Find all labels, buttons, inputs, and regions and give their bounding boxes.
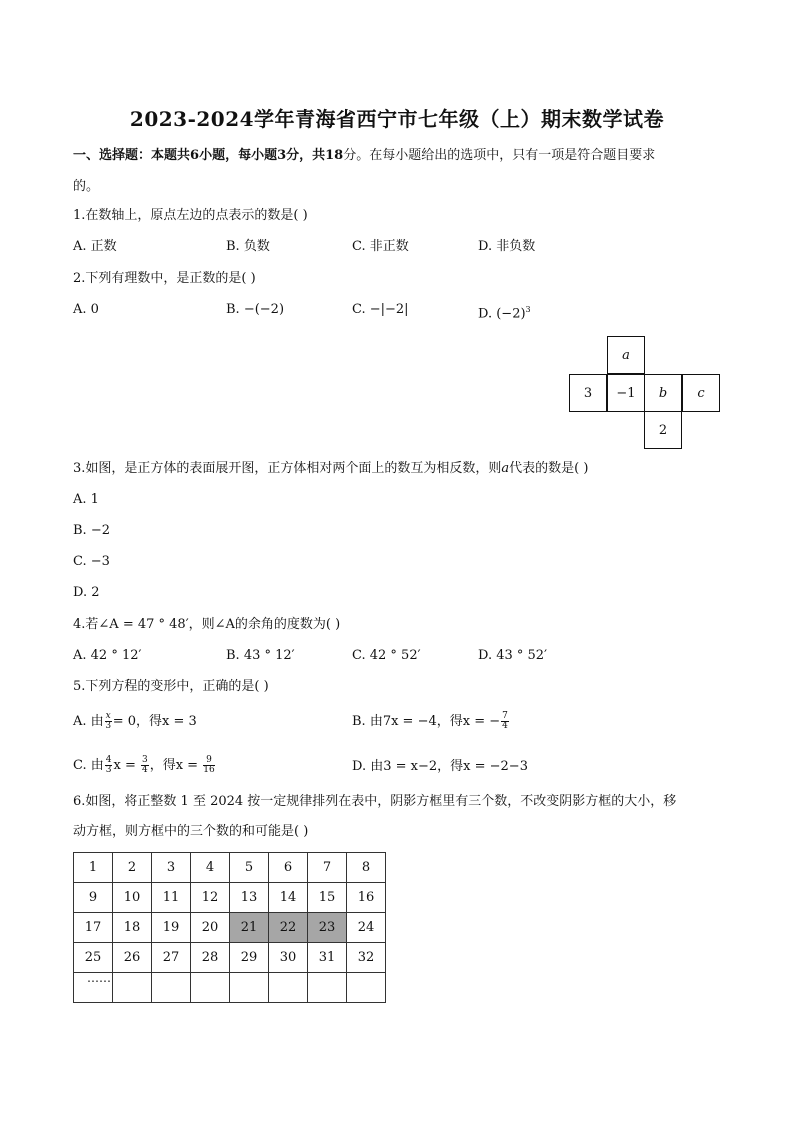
- q5-c-pre: C. 由: [73, 758, 104, 773]
- q3-option-a[interactable]: A. 1: [73, 492, 99, 507]
- table-row: [74, 853, 386, 883]
- q5-c-frac1-den: 3: [105, 765, 112, 775]
- table-cell: 23: [308, 913, 347, 943]
- cube-face-2: 2: [644, 411, 682, 449]
- table-cell: 7: [308, 853, 347, 883]
- q3-stem-b: 代表的数是( ): [509, 461, 589, 476]
- q5-c-fraction-1: [105, 756, 113, 775]
- table-cell: [152, 973, 191, 1003]
- q3-option-d[interactable]: D. 2: [73, 585, 100, 600]
- cube-face-a: a: [607, 336, 645, 374]
- table-cell: [113, 973, 152, 1003]
- points-each: 3: [277, 148, 287, 163]
- table-row: [74, 973, 386, 1003]
- q2-option-c[interactable]: C. −|−2|: [352, 302, 409, 317]
- q6-stem-line1: 6.如图，将正整数 1 至 2024 按一定规律排列在表中，阴影方框里有三个数，不改变阴影方框的大小，移: [73, 794, 677, 809]
- table-cell: 18: [113, 913, 152, 943]
- q5-a-frac-den: 3: [105, 721, 112, 731]
- q5-option-c[interactable]: [73, 756, 216, 776]
- table-cell: 5: [230, 853, 269, 883]
- table-cell: 4: [191, 853, 230, 883]
- table-row: [74, 913, 386, 943]
- q5-c-frac2-den: 4: [141, 765, 148, 775]
- q4-option-d[interactable]: D. 43 ° 52′: [478, 648, 548, 663]
- question-count: 6: [190, 148, 200, 163]
- table-cell: [191, 973, 230, 1003]
- q5-c-fraction-3: [203, 756, 214, 775]
- cube-face-c: c: [682, 374, 720, 412]
- q4-option-b[interactable]: B. 43 ° 12′: [226, 648, 295, 663]
- q3-option-c[interactable]: C. −3: [73, 554, 110, 569]
- table-cell: ……: [74, 973, 113, 1003]
- cube-face-b: b: [644, 374, 682, 412]
- table-cell: 16: [347, 883, 386, 913]
- table-cell: [347, 973, 386, 1003]
- table-cell: 26: [113, 943, 152, 973]
- table-cell: 28: [191, 943, 230, 973]
- q3-stem-a: 3.如图，是正方体的表面展开图，正方体相对两个面上的数互为相反数，则: [73, 461, 502, 476]
- table-cell: 9: [74, 883, 113, 913]
- table-cell: 32: [347, 943, 386, 973]
- table-row: [74, 943, 386, 973]
- table-cell: 14: [269, 883, 308, 913]
- q3-option-b[interactable]: B. −2: [73, 523, 110, 538]
- table-cell: 27: [152, 943, 191, 973]
- q5-c-frac3-num: 9: [203, 756, 214, 766]
- table-cell: 17: [74, 913, 113, 943]
- table-cell: 8: [347, 853, 386, 883]
- table-cell: 22: [269, 913, 308, 943]
- q5-c-mid2: ，得x =: [149, 758, 203, 773]
- cube-face-3: 3: [569, 374, 607, 412]
- cube-face-neg1: −1: [607, 374, 645, 412]
- q2-option-d-exponent: 3: [525, 305, 531, 314]
- q5-a-frac-num: x: [105, 711, 111, 721]
- section-header-a: 一、选择题：本题共: [73, 148, 191, 163]
- points-total: 18: [325, 148, 344, 163]
- q3-stem: [73, 459, 588, 479]
- q2-option-d-base: D. (−2): [478, 306, 526, 322]
- section-header-b: 小题，每小题: [199, 148, 278, 163]
- q1-stem: 1.在数轴上，原点左边的点表示的数是( ): [73, 208, 308, 223]
- q2-stem: 2.下列有理数中，是正数的是( ): [73, 271, 256, 286]
- table-cell: 2: [113, 853, 152, 883]
- table-cell: 31: [308, 943, 347, 973]
- table-cell: 25: [74, 943, 113, 973]
- table-cell: 21: [230, 913, 269, 943]
- table-cell: [269, 973, 308, 1003]
- q5-c-frac2-num: 3: [141, 755, 148, 765]
- q5-c-fraction-2: [141, 756, 149, 775]
- table-cell: 1: [74, 853, 113, 883]
- table-cell: [308, 973, 347, 1003]
- q2-option-b[interactable]: B. −(−2): [226, 302, 285, 317]
- table-cell: 30: [269, 943, 308, 973]
- q5-b-frac-den: 4: [502, 721, 508, 731]
- section-header-line2: 的。: [73, 179, 100, 194]
- page-title: 2023-2024学年青海省西宁市七年级（上）期末数学试卷: [129, 107, 665, 131]
- q5-stem: 5.下列方程的变形中，正确的是( ): [73, 679, 269, 694]
- table-cell: 12: [191, 883, 230, 913]
- q5-a-pre: A. 由: [73, 714, 104, 729]
- table-cell: [230, 973, 269, 1003]
- table-cell: 11: [152, 883, 191, 913]
- q5-a-fraction: [105, 712, 112, 731]
- q5-c-frac1-num: 4: [105, 755, 112, 765]
- q1-option-d[interactable]: D. 非负数: [478, 239, 536, 254]
- table-cell: 6: [269, 853, 308, 883]
- q3-stem-var: a: [501, 461, 510, 476]
- section-header: [73, 146, 655, 166]
- q1-option-c[interactable]: C. 非正数: [352, 239, 409, 254]
- q2-option-d[interactable]: [478, 300, 531, 324]
- q2-option-a[interactable]: A. 0: [73, 302, 99, 317]
- table-cell: 13: [230, 883, 269, 913]
- q5-c-frac3-den: 16: [203, 765, 215, 775]
- q4-stem: 4.若∠A = 47 ° 48′，则∠A的余角的度数为( ): [73, 617, 341, 632]
- table-cell: 10: [113, 883, 152, 913]
- q5-option-d[interactable]: D. 由3 = x−2，得x = −2−3: [352, 759, 528, 774]
- table-cell: 29: [230, 943, 269, 973]
- table-cell: 3: [152, 853, 191, 883]
- q1-option-a[interactable]: A. 正数: [73, 239, 117, 254]
- table-cell: 24: [347, 913, 386, 943]
- q5-b-pre: B. 由7x = −4，得x = −: [352, 714, 501, 729]
- table-cell: 15: [308, 883, 347, 913]
- q5-a-mid: = 0，得x = 3: [112, 714, 197, 729]
- section-header-d: 分。在每小题给出的选项中，只有一项是符合题目要求: [343, 148, 656, 163]
- q5-c-mid: x =: [113, 758, 140, 773]
- q5-option-a[interactable]: [73, 712, 197, 732]
- q5-b-fraction: [501, 712, 509, 731]
- q4-option-c[interactable]: C. 42 ° 52′: [352, 648, 421, 663]
- section-header-c: 分，共: [286, 148, 326, 163]
- number-table: [73, 852, 386, 1003]
- q5-b-frac-num: 7: [502, 711, 508, 721]
- q4-option-a[interactable]: A. 42 ° 12′: [73, 648, 142, 663]
- table-cell: 20: [191, 913, 230, 943]
- table-row: [74, 883, 386, 913]
- q5-option-b[interactable]: [352, 712, 510, 732]
- table-cell: 19: [152, 913, 191, 943]
- q6-stem-line2: 动方框，则方框中的三个数的和可能是( ): [73, 824, 309, 839]
- q1-option-b[interactable]: B. 负数: [226, 239, 270, 254]
